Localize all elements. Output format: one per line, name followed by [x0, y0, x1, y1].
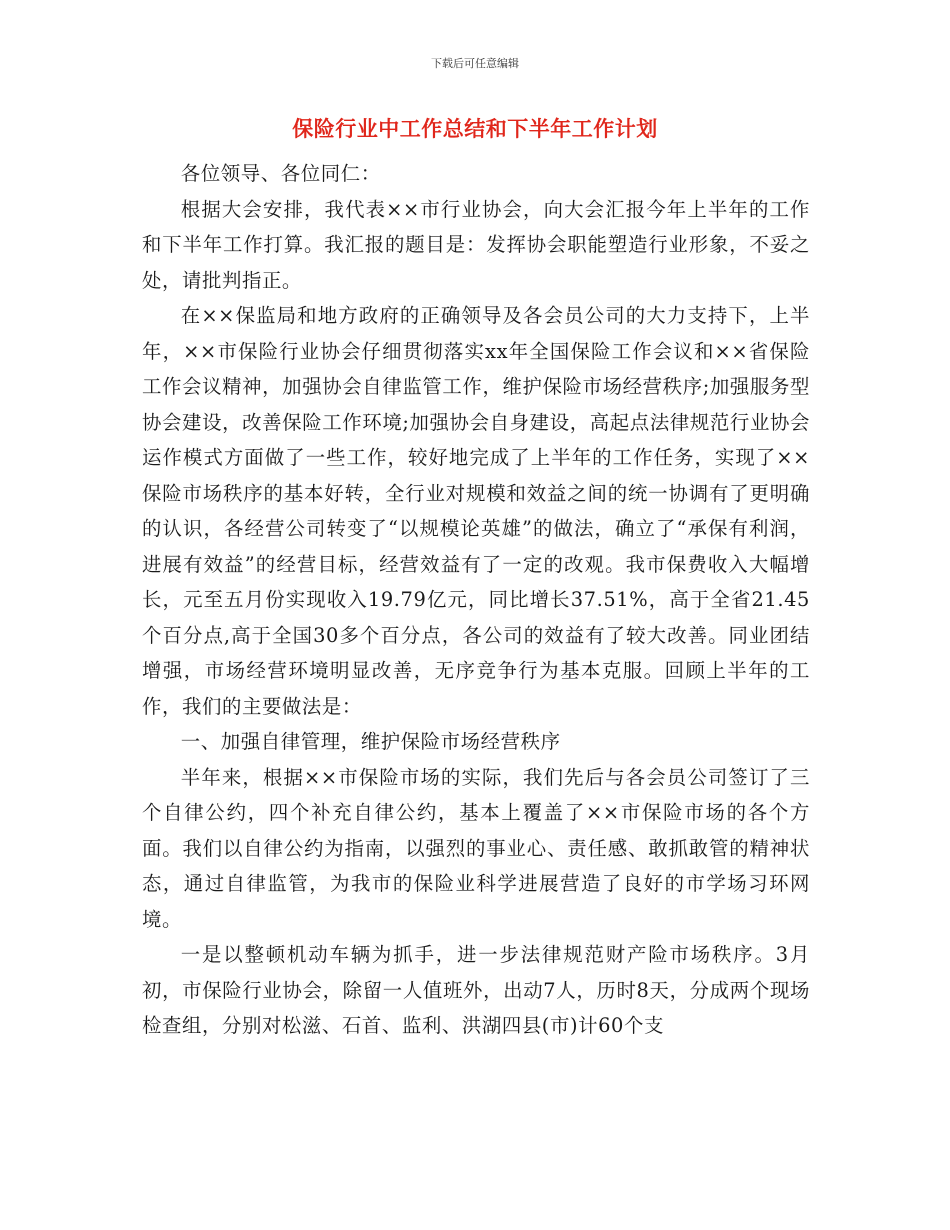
paragraph-vehicle-rectification: 一是以整顿机动车辆为抓手，进一步法律规范财产险市场秩序。3月初，市保险行业协会，除留一人值班外，出动7人，历时8天，分成两个现场检查组，分别对松滋、石首、监利、洪湖四县(市)计60个支 [142, 943, 810, 1037]
paragraph-salutation: 各位领导、各位同仁： [180, 162, 381, 185]
paragraph-self-regulation: 半年来，根据××市保险市场的实际，我们先后与各会员公司签订了三个自律公约，四个补充自律公约，基本上覆盖了××市保险市场的各个方面。我们以自律公约为指南，以强烈的事业心、责任感、敢抓敢管的精神状态，通过自律监管，为我市的保险业科学进展营造了良好的市学场习环网境。 [142, 765, 810, 931]
paragraph-intro: 根据大会安排，我代表××市行业协会，向大会汇报今年上半年的工作和下半年工作打算。我汇报的题目是：发挥协会职能塑造行业形象，不妥之处，请批判指正。 [142, 197, 810, 292]
section-heading: 一、加强自律管理，维护保险市场经营秩序 [180, 730, 561, 753]
document-title: 保险行业中工作总结和下半年工作计划 [292, 117, 658, 141]
header-note: 下载后可任意编辑 [431, 57, 519, 70]
document-body [142, 156, 810, 1044]
paragraph-summary: 在××保监局和地方政府的正确领导及各会员公司的大力支持下，上半年，××市保险行业协会仔细贯彻落实xx年全国保险工作会议和××省保险工作会议精神，加强协会自律监管工作，维护保险市场经营秩序;加强服务型协会建设，改善保险工作环境;加强协会自身建设，高起点法律规范行业协会运作模式方面做了一些工作，较好地完成了上半年的工作任务，实现了××保险市场秩序的基本好转，全行业对规模和效益之间的统一协调有了更明确的认识，各经营公司转变了“以规模论英雄”的做法，确立了“承保有利润，进展有效益”的经营目标，经营效益有了一定的改观。我市保费收入大幅增长，元至五月份实现收入19.79亿元，同比增长37.51%，高于全省21.45个百分点,高于全国30多个百分点，各公司的效益有了较大改善。同业团结增强，市场经营环境明显改善，无序竞争行为基本克服。回顾上半年的工作，我们的主要做法是： [142, 304, 810, 718]
